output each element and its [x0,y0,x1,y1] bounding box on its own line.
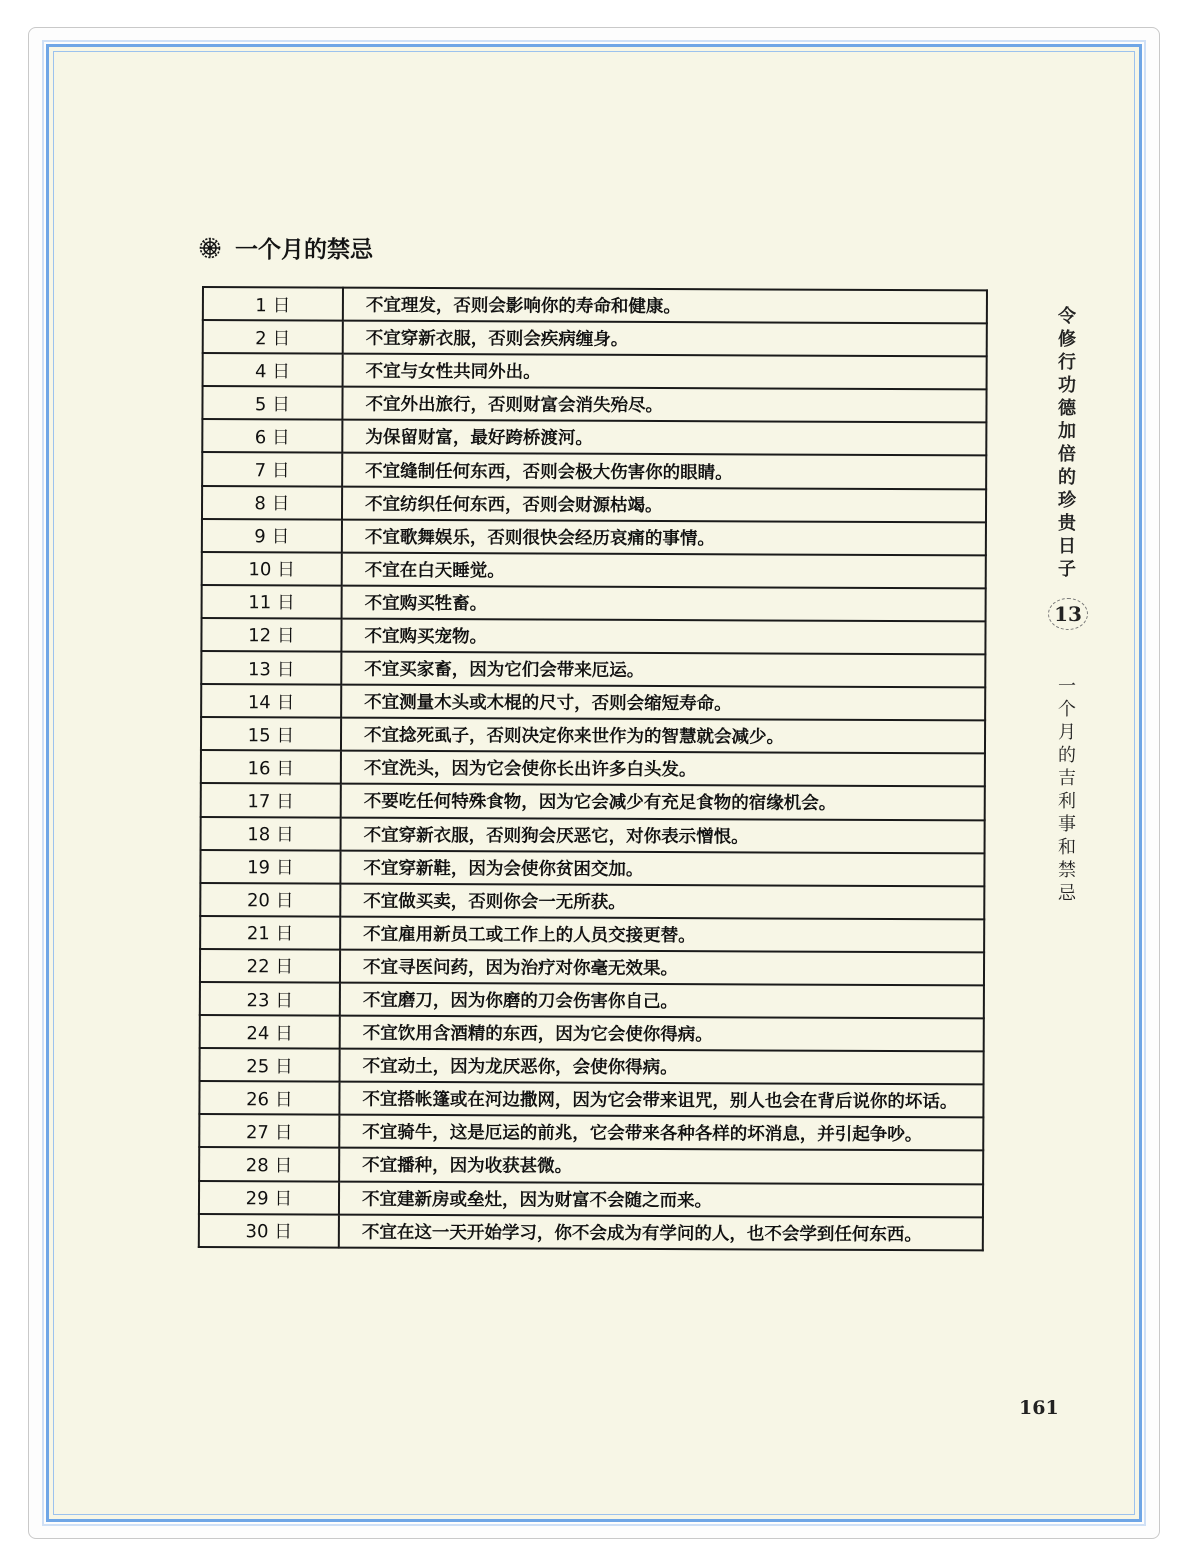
table-row [202,552,986,589]
header-char: 利 [1058,791,1076,812]
taboo-text-cell: 为保留财富，最好跨桥渡河。 [342,420,986,456]
table-row [201,717,985,754]
header-char: 的 [1058,745,1076,766]
header-char: 事 [1058,814,1076,835]
taboo-text-cell: 不宜在白天睡觉。 [342,552,986,588]
taboo-text-cell: 不宜纺织任何东西，否则会财源枯竭。 [342,486,986,522]
day-cell: 25 日 [200,1048,340,1082]
monthly-taboo-table [198,286,988,1251]
header-char: 月 [1058,722,1076,743]
taboo-text-cell: 不宜与女性共同外出。 [343,354,987,390]
day-cell: 20 日 [200,883,340,917]
table-row [202,419,986,456]
table-row [202,519,986,556]
day-cell: 8 日 [202,486,342,520]
table-row [202,486,986,523]
taboo-text-cell: 不宜穿新衣服，否则狗会厌恶它，对你表示憎恨。 [341,817,985,853]
table-row [199,1147,983,1184]
header-char: 忌 [1058,883,1076,904]
table-row [202,452,986,489]
running-header-book-title [1052,305,1082,581]
day-cell: 11 日 [202,585,342,619]
table-row [201,618,985,655]
header-char: 一 [1058,676,1076,697]
taboo-text-cell: 不宜在这一天开始学习，你不会成为有学问的人，也不会学到任何东西。 [339,1214,983,1250]
header-char: 令 [1058,306,1076,327]
taboo-text-cell: 不宜购买牲畜。 [342,585,986,621]
table-row [201,651,985,688]
table-row [203,353,987,390]
taboo-text-cell: 不宜歌舞娱乐，否则很快会经历哀痛的事情。 [342,519,986,555]
table-row [201,816,985,853]
day-cell: 29 日 [199,1181,339,1215]
day-cell: 26 日 [199,1081,339,1115]
day-cell: 2 日 [203,320,343,354]
section-title: 一个月的禁忌 [235,237,373,263]
day-cell: 9 日 [202,519,342,553]
header-char: 的 [1058,467,1076,488]
table-row [200,982,984,1019]
header-char: 贵 [1058,513,1076,534]
header-char: 禁 [1058,860,1076,881]
taboo-text-cell: 不宜寻医问药，因为治疗对你毫无效果。 [340,949,984,985]
day-cell: 17 日 [201,783,341,817]
header-char: 和 [1058,837,1076,858]
taboo-text-cell: 不宜理发，否则会影响你的寿命和健康。 [343,288,987,324]
day-cell: 4 日 [203,353,343,387]
table-row [200,850,984,887]
table-row [199,1181,983,1218]
day-cell: 22 日 [200,949,340,983]
header-char: 子 [1058,559,1076,580]
day-cell: 15 日 [201,717,341,751]
taboo-text-cell: 不宜外出旅行，否则财富会消失殆尽。 [342,387,986,423]
table-row [201,684,985,721]
book-page [46,44,1142,1522]
taboo-text-cell: 不宜测量木头或木棍的尺寸，否则会缩短寿命。 [341,685,985,721]
taboo-text-cell: 不宜磨刀，因为你磨的刀会伤害你自己。 [340,983,984,1019]
day-cell: 30 日 [199,1214,339,1248]
day-cell: 18 日 [201,816,341,850]
chapter-number: 13 [1054,602,1082,626]
taboo-text-cell: 不宜穿新衣服，否则会疾病缠身。 [343,321,987,357]
flower-ornament-icon [199,237,221,259]
header-char: 功 [1058,375,1076,396]
header-char: 加 [1058,421,1076,442]
day-cell: 14 日 [201,684,341,718]
day-cell: 13 日 [201,651,341,685]
day-cell: 12 日 [201,618,341,652]
taboo-text-cell: 不宜穿新鞋，因为会使你贫困交加。 [340,850,984,886]
day-cell: 27 日 [199,1114,339,1148]
header-char: 行 [1058,352,1076,373]
taboo-text-cell: 不宜购买宠物。 [341,619,985,655]
running-header-chapter-title [1052,675,1082,905]
table-row [199,1114,983,1151]
taboo-text-cell: 不宜洗头，因为它会使你长出许多白头发。 [341,751,985,787]
day-cell: 6 日 [202,419,342,453]
day-cell: 28 日 [199,1147,339,1181]
day-cell: 7 日 [202,452,342,486]
section-heading [199,231,373,264]
header-char: 珍 [1058,490,1076,511]
taboo-text-cell: 不宜捻死虱子，否则决定你来世作为的智慧就会减少。 [341,718,985,754]
taboo-text-cell: 不宜播种，因为收获甚微。 [339,1148,983,1184]
taboo-text-cell: 不宜雇用新员工或工作上的人员交接更替。 [340,916,984,952]
day-cell: 19 日 [200,850,340,884]
taboo-text-cell: 不宜做买卖，否则你会一无所获。 [340,883,984,919]
header-char: 倍 [1058,444,1076,465]
taboo-text-cell: 不宜买家畜，因为它们会带来厄运。 [341,652,985,688]
taboo-text-cell: 不要吃任何特殊食物，因为它会减少有充足食物的宿缘机会。 [341,784,985,820]
chapter-number-badge [1048,598,1088,630]
table-row [202,585,986,622]
day-cell: 5 日 [202,386,342,420]
day-cell: 21 日 [200,916,340,950]
taboo-text-cell: 不宜骑牛，这是厄运的前兆，它会带来各种各样的坏消息，并引起争吵。 [339,1115,983,1151]
table-row [203,320,987,357]
taboo-text-cell: 不宜缝制任何东西，否则会极大伤害你的眼睛。 [342,453,986,489]
day-cell: 1 日 [203,287,343,321]
day-cell: 10 日 [202,552,342,586]
table-row [202,386,986,423]
taboo-text-cell: 不宜饮用含酒精的东西，因为它会使你得病。 [340,1016,984,1052]
table-row [203,287,987,324]
day-cell: 23 日 [200,982,340,1016]
taboo-text-cell: 不宜动土，因为龙厌恶你，会使你得病。 [340,1049,984,1085]
table-row [200,1048,984,1085]
header-char: 日 [1058,536,1076,557]
table-row [201,783,985,820]
table-row [200,949,984,986]
table-row [200,1015,984,1052]
header-char: 修 [1058,329,1076,350]
taboo-text-cell: 不宜搭帐篷或在河边撒网，因为它会带来诅咒，别人也会在背后说你的坏话。 [339,1082,983,1118]
header-char: 个 [1058,699,1076,720]
header-char: 吉 [1058,768,1076,789]
taboo-text-cell: 不宜建新房或垒灶，因为财富不会随之而来。 [339,1181,983,1217]
page-number: 161 [1019,1397,1059,1419]
table-row [200,916,984,953]
table-row [199,1081,983,1118]
table-row [199,1214,983,1251]
table-row [201,750,985,787]
table-row [200,883,984,920]
header-char: 德 [1058,398,1076,419]
day-cell: 24 日 [200,1015,340,1049]
day-cell: 16 日 [201,750,341,784]
